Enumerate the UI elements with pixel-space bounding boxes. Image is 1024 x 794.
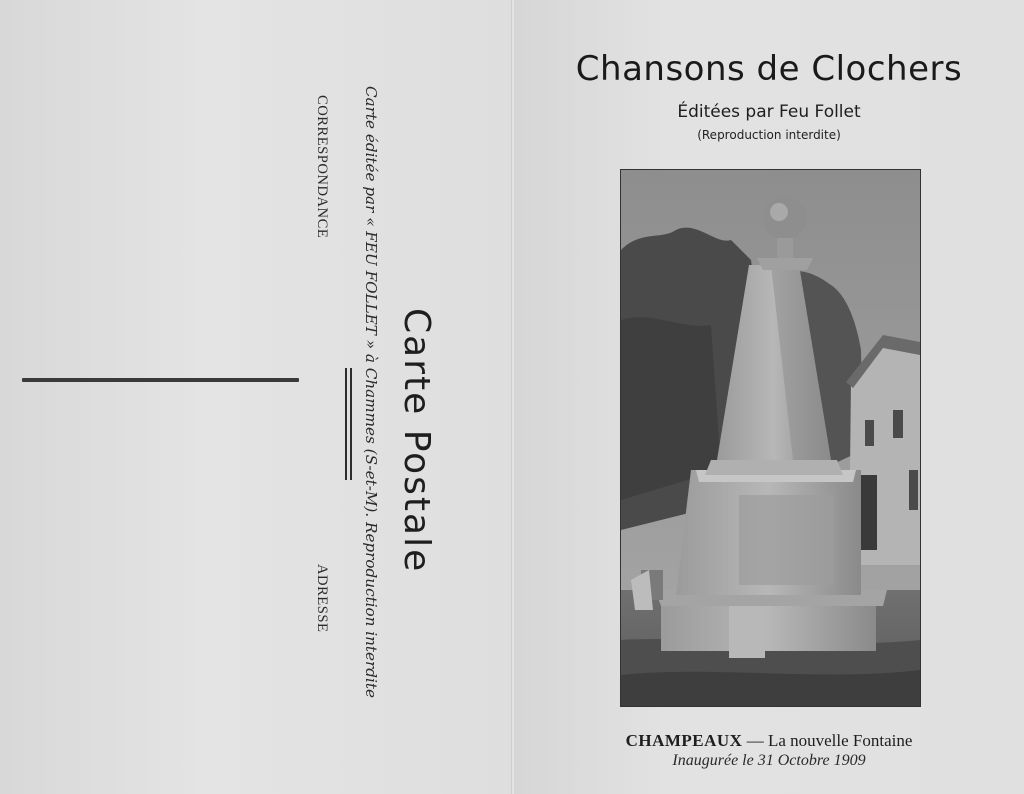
publisher-notice: Carte éditée par « FEU FOLLET » à Chammes (S-et-M). Reproduction interdite <box>362 86 380 698</box>
main-title: Chansons de Clochers <box>575 49 963 89</box>
caption-separator: — <box>746 731 764 750</box>
fountain-monument-photo <box>620 169 921 707</box>
photo-caption <box>514 731 1024 751</box>
inauguration-date: Inaugurée le 31 Octobre 1909 <box>672 752 866 769</box>
caption-subject: La nouvelle Fontaine <box>767 731 913 750</box>
caption-place: CHAMPEAUX <box>625 731 743 750</box>
carte-postale-title: Carte Postale <box>396 308 437 574</box>
double-rule-left <box>345 368 347 480</box>
adresse-label: ADRESSE <box>314 564 330 633</box>
double-rule-right <box>350 368 352 480</box>
reproduction-notice: (Reproduction interdite) <box>697 128 841 142</box>
divider-rule <box>22 378 299 382</box>
correspondance-label: CORRESPONDANCE <box>314 95 330 239</box>
edited-by-line: Éditées par Feu Follet <box>677 102 861 122</box>
